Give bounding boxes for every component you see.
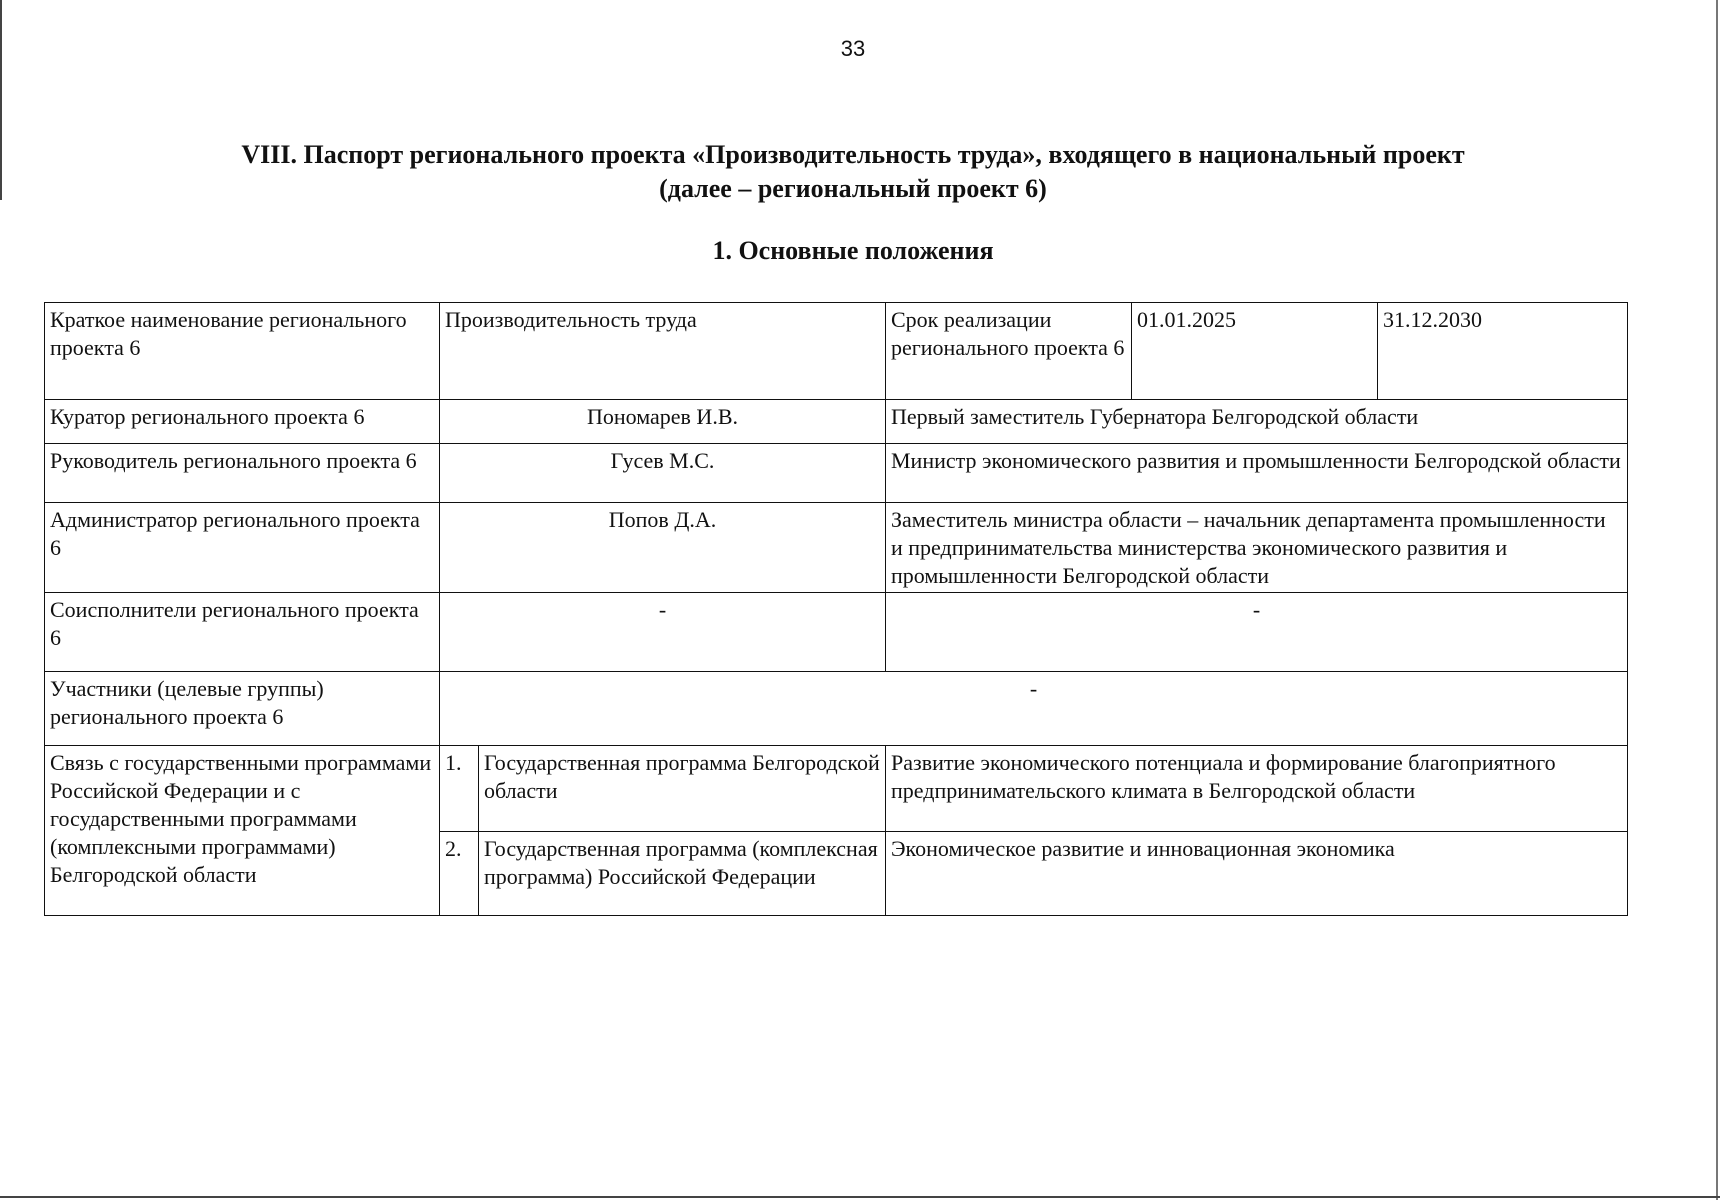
- participants-value: -: [440, 672, 1628, 746]
- administrator-name: Попов Д.А.: [440, 503, 886, 593]
- co-executors-position: -: [886, 593, 1628, 672]
- program-1-num: 1.: [440, 746, 479, 832]
- table-row-participants: [45, 672, 1628, 746]
- programs-label: Связь с государственными программами Российской Федерации и с государственными программами (комплексными программами) Белгородской области: [45, 746, 440, 916]
- table-row-short-name: [45, 303, 1628, 400]
- head-label: Руководитель регионального проекта 6: [45, 444, 440, 503]
- end-date: 31.12.2030: [1378, 303, 1628, 400]
- administrator-label: Администратор регионального проекта 6: [45, 503, 440, 593]
- administrator-position: Заместитель министра области – начальник департамента промышленности и предпринимательства министерства экономического развития и промышленности Белгородской области: [886, 503, 1628, 593]
- curator-name: Пономарев И.В.: [440, 400, 886, 444]
- table-row-program-1: [45, 746, 1628, 832]
- co-executors-name: -: [440, 593, 886, 672]
- co-executors-label: Соисполнители регионального проекта 6: [45, 593, 440, 672]
- curator-position: Первый заместитель Губернатора Белгородской области: [886, 400, 1628, 444]
- program-2-num: 2.: [440, 832, 479, 916]
- table-row-head: [45, 444, 1628, 503]
- program-2-type: Государственная программа (комплексная программа) Российской Федерации: [479, 832, 886, 916]
- document-title-line-2: (далее – региональный проект 6): [659, 174, 1047, 203]
- participants-label: Участники (целевые группы) регионального проекта 6: [45, 672, 440, 746]
- program-1-name: Развитие экономического потенциала и формирование благоприятного предпринимательского климата в Белгородской области: [886, 746, 1628, 832]
- section-heading: 1. Основные положения: [712, 236, 994, 265]
- page-number: 33: [840, 36, 866, 61]
- curator-label: Куратор регионального проекта 6: [45, 400, 440, 444]
- short-name-label: Краткое наименование регионального проекта 6: [45, 303, 440, 400]
- document-title-line-1: VIII. Паспорт регионального проекта «Производительность труда», входящего в национальный проект: [241, 140, 1465, 169]
- start-date: 01.01.2025: [1132, 303, 1378, 400]
- table-row-co-executors: [45, 593, 1628, 672]
- head-position: Министр экономического развития и промышленности Белгородской области: [886, 444, 1628, 503]
- scan-edge-bottom: [0, 1196, 1720, 1198]
- table-row-curator: [45, 400, 1628, 444]
- short-name-value: Производительность труда: [440, 303, 886, 400]
- head-name: Гусев М.С.: [440, 444, 886, 503]
- program-2-name: Экономическое развитие и инновационная экономика: [886, 832, 1628, 916]
- document-title: [120, 138, 1586, 206]
- table-row-administrator: [45, 503, 1628, 593]
- passport-table: [44, 302, 1628, 916]
- scan-edge-right: [1716, 0, 1718, 1200]
- program-1-type: Государственная программа Белгородской области: [479, 746, 886, 832]
- period-label: Срок реализации регионального проекта 6: [886, 303, 1132, 400]
- scan-edge-left: [0, 0, 2, 200]
